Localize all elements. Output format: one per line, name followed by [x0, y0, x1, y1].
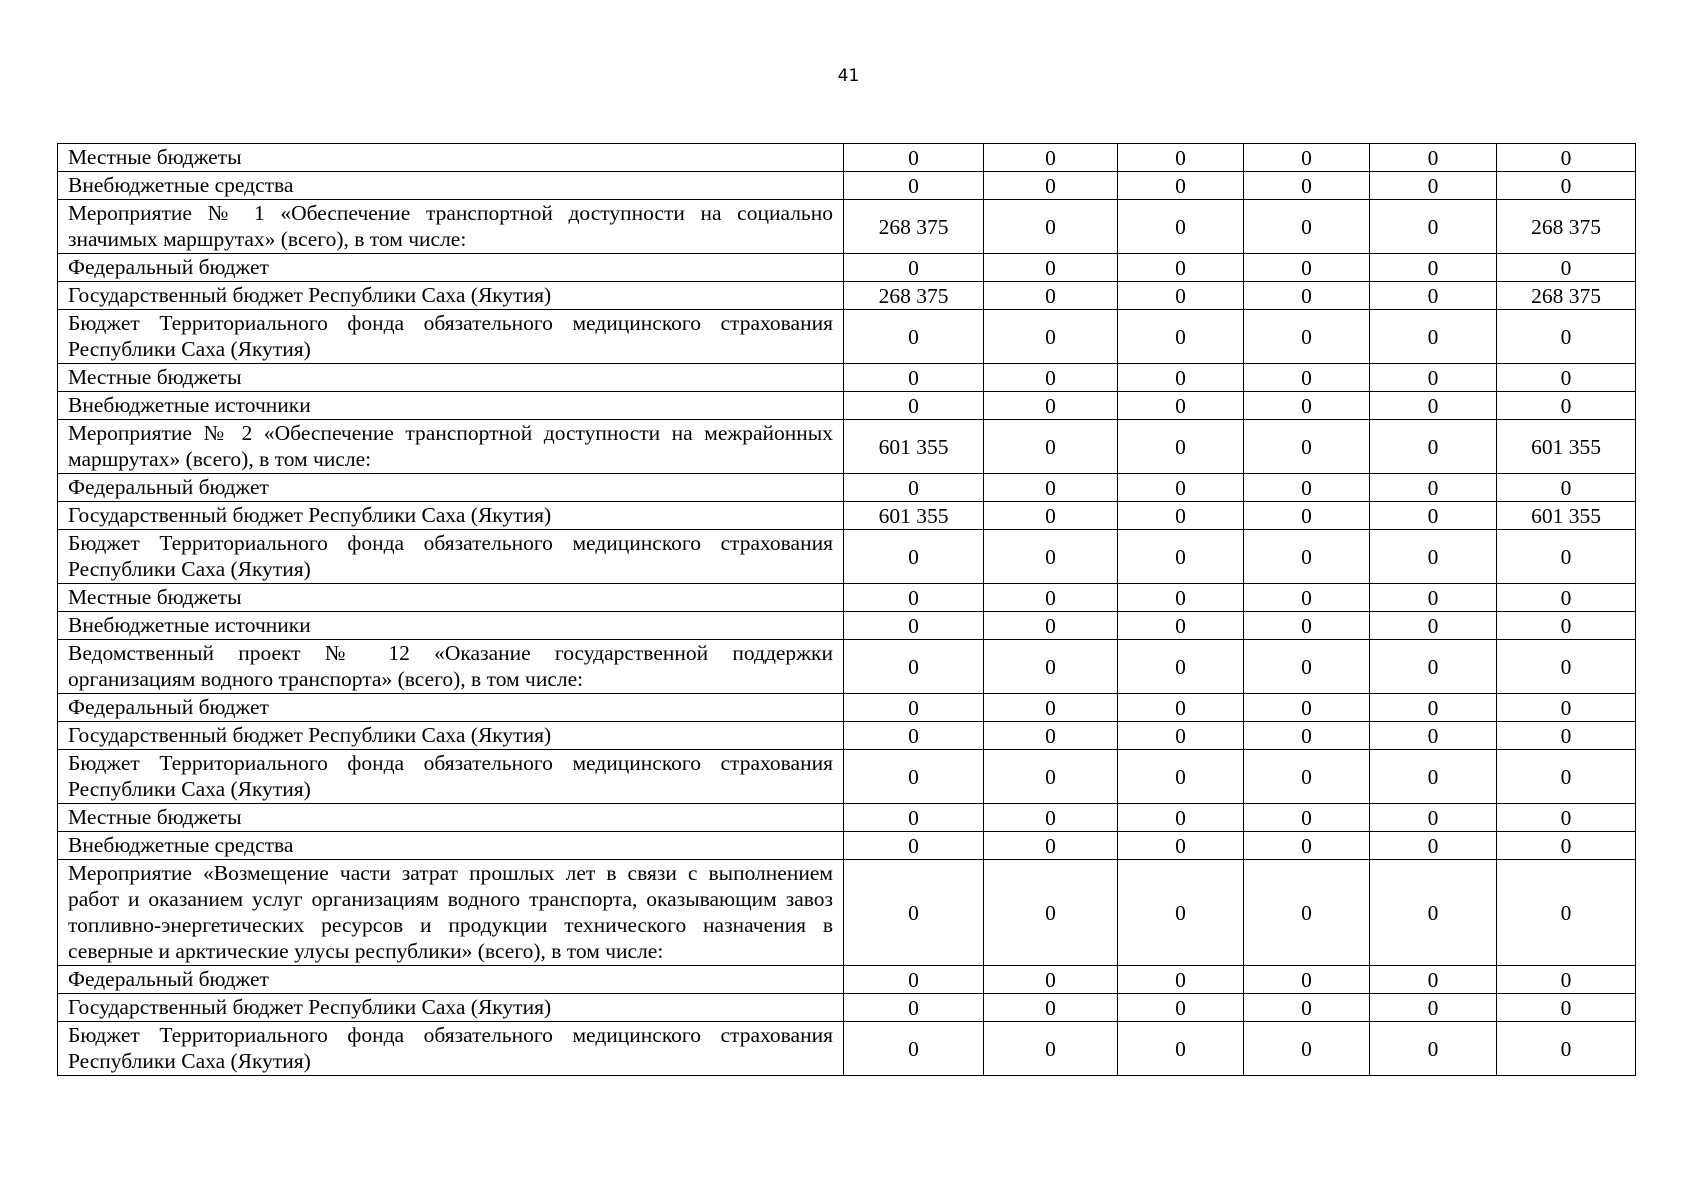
value-cell: 0	[1244, 364, 1370, 392]
value-cell: 268 375	[844, 282, 984, 310]
row-label-cell	[58, 200, 844, 254]
row-label-cell	[58, 310, 844, 364]
value-cell: 0	[984, 722, 1118, 750]
value-cell: 0	[1118, 282, 1244, 310]
value-cell: 0	[1370, 612, 1497, 640]
value-cell: 0	[1370, 832, 1497, 860]
value-cell: 0	[984, 750, 1118, 804]
value-cell: 0	[1244, 804, 1370, 832]
value-cell: 0	[1370, 420, 1497, 474]
table-row	[58, 722, 1636, 750]
value-cell: 0	[984, 172, 1118, 200]
value-cell: 0	[1497, 722, 1636, 750]
value-cell: 0	[1497, 144, 1636, 172]
value-cell: 601 355	[1497, 502, 1636, 530]
table-row	[58, 420, 1636, 474]
row-label: Бюджет Территориального фонда обязательного медицинского страхования Республики Саха (Якутия)	[68, 531, 833, 581]
row-label-cell	[58, 860, 844, 966]
value-cell: 0	[1244, 640, 1370, 694]
value-cell: 0	[844, 474, 984, 502]
value-cell: 0	[984, 474, 1118, 502]
row-label-cell	[58, 144, 844, 172]
value-cell: 0	[1118, 310, 1244, 364]
value-cell: 0	[1118, 804, 1244, 832]
row-label-cell	[58, 966, 844, 994]
value-cell: 0	[1118, 722, 1244, 750]
value-cell: 0	[984, 584, 1118, 612]
value-cell: 0	[1118, 144, 1244, 172]
row-label-cell	[58, 474, 844, 502]
value-cell: 601 355	[844, 502, 984, 530]
value-cell: 0	[984, 612, 1118, 640]
row-label: Внебюджетные источники	[68, 393, 311, 417]
value-cell: 0	[1118, 860, 1244, 966]
value-cell: 0	[984, 640, 1118, 694]
row-label: Внебюджетные средства	[68, 173, 294, 197]
row-label: Государственный бюджет Республики Саха (Якутия)	[68, 723, 552, 747]
value-cell: 0	[1370, 640, 1497, 694]
value-cell: 601 355	[1497, 420, 1636, 474]
value-cell: 0	[844, 530, 984, 584]
value-cell: 0	[1370, 474, 1497, 502]
table-row	[58, 172, 1636, 200]
value-cell: 0	[984, 392, 1118, 420]
value-cell: 0	[1370, 144, 1497, 172]
table-row	[58, 750, 1636, 804]
value-cell: 0	[1244, 584, 1370, 612]
value-cell: 0	[844, 392, 984, 420]
table-row	[58, 502, 1636, 530]
value-cell: 0	[844, 966, 984, 994]
value-cell: 0	[1244, 750, 1370, 804]
table-row	[58, 144, 1636, 172]
budget-table	[57, 143, 1636, 1076]
row-label: Мероприятие № 2 «Обеспечение транспортной доступности на межрайонных маршрутах» (всего), в том числе:	[68, 421, 833, 471]
row-label: Внебюджетные средства	[68, 833, 294, 857]
value-cell: 0	[844, 994, 984, 1022]
row-label: Федеральный бюджет	[68, 255, 269, 279]
value-cell: 0	[844, 144, 984, 172]
table-row	[58, 832, 1636, 860]
value-cell: 0	[1244, 612, 1370, 640]
value-cell: 0	[984, 364, 1118, 392]
value-cell: 0	[844, 640, 984, 694]
table-row	[58, 310, 1636, 364]
value-cell: 0	[1244, 860, 1370, 966]
value-cell: 0	[1244, 1022, 1370, 1076]
value-cell: 0	[844, 310, 984, 364]
row-label-cell	[58, 392, 844, 420]
value-cell: 0	[984, 966, 1118, 994]
value-cell: 0	[984, 832, 1118, 860]
row-label: Местные бюджеты	[68, 805, 242, 829]
value-cell: 0	[1118, 966, 1244, 994]
value-cell: 0	[1497, 832, 1636, 860]
row-label: Государственный бюджет Республики Саха (Якутия)	[68, 283, 552, 307]
value-cell: 0	[1370, 694, 1497, 722]
value-cell: 0	[1244, 694, 1370, 722]
row-label-cell	[58, 804, 844, 832]
value-cell: 0	[1370, 804, 1497, 832]
table-row	[58, 584, 1636, 612]
value-cell: 0	[1497, 392, 1636, 420]
row-label-cell	[58, 640, 844, 694]
value-cell: 0	[844, 750, 984, 804]
table-row	[58, 804, 1636, 832]
value-cell: 0	[1118, 750, 1244, 804]
row-label: Федеральный бюджет	[68, 967, 269, 991]
value-cell: 0	[1497, 804, 1636, 832]
value-cell: 0	[984, 310, 1118, 364]
value-cell: 0	[984, 144, 1118, 172]
table-row	[58, 966, 1636, 994]
value-cell: 0	[984, 420, 1118, 474]
table-row	[58, 392, 1636, 420]
row-label: Местные бюджеты	[68, 145, 242, 169]
value-cell: 0	[844, 172, 984, 200]
value-cell: 0	[844, 1022, 984, 1076]
table-row	[58, 364, 1636, 392]
value-cell: 0	[1370, 364, 1497, 392]
row-label-cell	[58, 364, 844, 392]
value-cell: 0	[1370, 502, 1497, 530]
table-row	[58, 474, 1636, 502]
row-label-cell	[58, 750, 844, 804]
value-cell: 0	[1370, 750, 1497, 804]
value-cell: 0	[984, 502, 1118, 530]
value-cell: 0	[1118, 364, 1244, 392]
budget-table-body	[58, 144, 1636, 1076]
value-cell: 0	[844, 254, 984, 282]
value-cell: 0	[1244, 172, 1370, 200]
value-cell: 0	[1118, 392, 1244, 420]
value-cell: 0	[844, 722, 984, 750]
row-label: Государственный бюджет Республики Саха (Якутия)	[68, 503, 552, 527]
value-cell: 0	[1244, 310, 1370, 364]
value-cell: 0	[1497, 694, 1636, 722]
value-cell: 0	[1244, 200, 1370, 254]
value-cell: 0	[1118, 254, 1244, 282]
value-cell: 0	[984, 1022, 1118, 1076]
row-label: Местные бюджеты	[68, 585, 242, 609]
value-cell: 0	[1118, 694, 1244, 722]
value-cell: 0	[1244, 474, 1370, 502]
row-label: Федеральный бюджет	[68, 695, 269, 719]
row-label: Федеральный бюджет	[68, 475, 269, 499]
row-label-cell	[58, 502, 844, 530]
value-cell: 0	[1118, 200, 1244, 254]
value-cell: 0	[1370, 254, 1497, 282]
row-label: Внебюджетные источники	[68, 613, 311, 637]
table-row	[58, 282, 1636, 310]
value-cell: 0	[984, 804, 1118, 832]
value-cell: 0	[1118, 1022, 1244, 1076]
value-cell: 0	[1244, 966, 1370, 994]
value-cell: 0	[1497, 860, 1636, 966]
value-cell: 0	[1497, 172, 1636, 200]
value-cell: 0	[984, 694, 1118, 722]
table-row	[58, 254, 1636, 282]
value-cell: 0	[1497, 474, 1636, 502]
table-row	[58, 694, 1636, 722]
row-label: Ведомственный проект № 12 «Оказание государственной поддержки организациям водного транспорта» (всего), в том числе:	[68, 641, 833, 691]
value-cell: 0	[1118, 832, 1244, 860]
value-cell: 0	[1244, 722, 1370, 750]
value-cell: 0	[844, 832, 984, 860]
value-cell: 0	[1370, 994, 1497, 1022]
value-cell: 0	[1244, 392, 1370, 420]
value-cell: 0	[1244, 832, 1370, 860]
row-label: Бюджет Территориального фонда обязательного медицинского страхования Республики Саха (Якутия)	[68, 1023, 833, 1073]
value-cell: 0	[984, 860, 1118, 966]
value-cell: 0	[1497, 612, 1636, 640]
value-cell: 0	[1118, 584, 1244, 612]
value-cell: 0	[1244, 530, 1370, 584]
value-cell: 0	[1497, 530, 1636, 584]
table-row	[58, 994, 1636, 1022]
table-row	[58, 530, 1636, 584]
row-label-cell	[58, 722, 844, 750]
table-row	[58, 1022, 1636, 1076]
value-cell: 0	[1118, 640, 1244, 694]
value-cell: 0	[1370, 1022, 1497, 1076]
row-label-cell	[58, 172, 844, 200]
table-row	[58, 200, 1636, 254]
row-label-cell	[58, 612, 844, 640]
page-number: 41	[837, 66, 860, 86]
value-cell: 0	[1497, 584, 1636, 612]
value-cell: 0	[844, 804, 984, 832]
value-cell: 268 375	[844, 200, 984, 254]
value-cell: 0	[1370, 200, 1497, 254]
row-label-cell	[58, 584, 844, 612]
value-cell: 0	[1244, 994, 1370, 1022]
row-label: Мероприятие «Возмещение части затрат прошлых лет в связи с выполнением работ и оказанием услуг организациям водного транспорта, оказывающим завоз топливно-энергетических ресурсов и продукции технического назначения в северные и арктические улусы республики» (всего), в том числе:	[68, 861, 833, 963]
table-row	[58, 612, 1636, 640]
table-row	[58, 640, 1636, 694]
row-label: Мероприятие № 1 «Обеспечение транспортной доступности на социально значимых маршрутах» (всего), в том числе:	[68, 201, 833, 251]
value-cell: 0	[984, 200, 1118, 254]
value-cell: 0	[1497, 966, 1636, 994]
value-cell: 0	[1497, 1022, 1636, 1076]
value-cell: 0	[984, 282, 1118, 310]
value-cell: 0	[1370, 722, 1497, 750]
value-cell: 0	[1497, 640, 1636, 694]
row-label-cell	[58, 1022, 844, 1076]
value-cell: 0	[844, 364, 984, 392]
value-cell: 0	[1118, 612, 1244, 640]
value-cell: 0	[1244, 282, 1370, 310]
table-row	[58, 860, 1636, 966]
value-cell: 0	[1118, 502, 1244, 530]
value-cell: 0	[1244, 144, 1370, 172]
value-cell: 0	[1244, 254, 1370, 282]
value-cell: 0	[1118, 994, 1244, 1022]
value-cell: 0	[844, 584, 984, 612]
row-label: Бюджет Территориального фонда обязательного медицинского страхования Республики Саха (Якутия)	[68, 751, 833, 801]
row-label-cell	[58, 832, 844, 860]
value-cell: 0	[1118, 530, 1244, 584]
value-cell: 0	[1370, 172, 1497, 200]
value-cell: 0	[1497, 994, 1636, 1022]
row-label-cell	[58, 420, 844, 474]
value-cell: 0	[984, 994, 1118, 1022]
value-cell: 0	[1497, 750, 1636, 804]
value-cell: 0	[1370, 282, 1497, 310]
value-cell: 0	[844, 612, 984, 640]
value-cell: 268 375	[1497, 200, 1636, 254]
value-cell: 0	[1118, 474, 1244, 502]
value-cell: 0	[1370, 530, 1497, 584]
value-cell: 268 375	[1497, 282, 1636, 310]
value-cell: 0	[1370, 860, 1497, 966]
value-cell: 0	[1118, 420, 1244, 474]
value-cell: 0	[1244, 502, 1370, 530]
value-cell: 601 355	[844, 420, 984, 474]
value-cell: 0	[1370, 966, 1497, 994]
value-cell: 0	[1497, 364, 1636, 392]
value-cell: 0	[1370, 584, 1497, 612]
row-label: Государственный бюджет Республики Саха (Якутия)	[68, 995, 552, 1019]
value-cell: 0	[844, 860, 984, 966]
value-cell: 0	[984, 254, 1118, 282]
row-label-cell	[58, 254, 844, 282]
row-label-cell	[58, 282, 844, 310]
value-cell: 0	[844, 694, 984, 722]
row-label: Бюджет Территориального фонда обязательного медицинского страхования Республики Саха (Якутия)	[68, 311, 833, 361]
row-label-cell	[58, 694, 844, 722]
row-label-cell	[58, 994, 844, 1022]
value-cell: 0	[1244, 420, 1370, 474]
row-label: Местные бюджеты	[68, 365, 242, 389]
value-cell: 0	[1497, 310, 1636, 364]
value-cell: 0	[1370, 310, 1497, 364]
row-label-cell	[58, 530, 844, 584]
value-cell: 0	[1118, 172, 1244, 200]
value-cell: 0	[1370, 392, 1497, 420]
value-cell: 0	[984, 530, 1118, 584]
value-cell: 0	[1497, 254, 1636, 282]
